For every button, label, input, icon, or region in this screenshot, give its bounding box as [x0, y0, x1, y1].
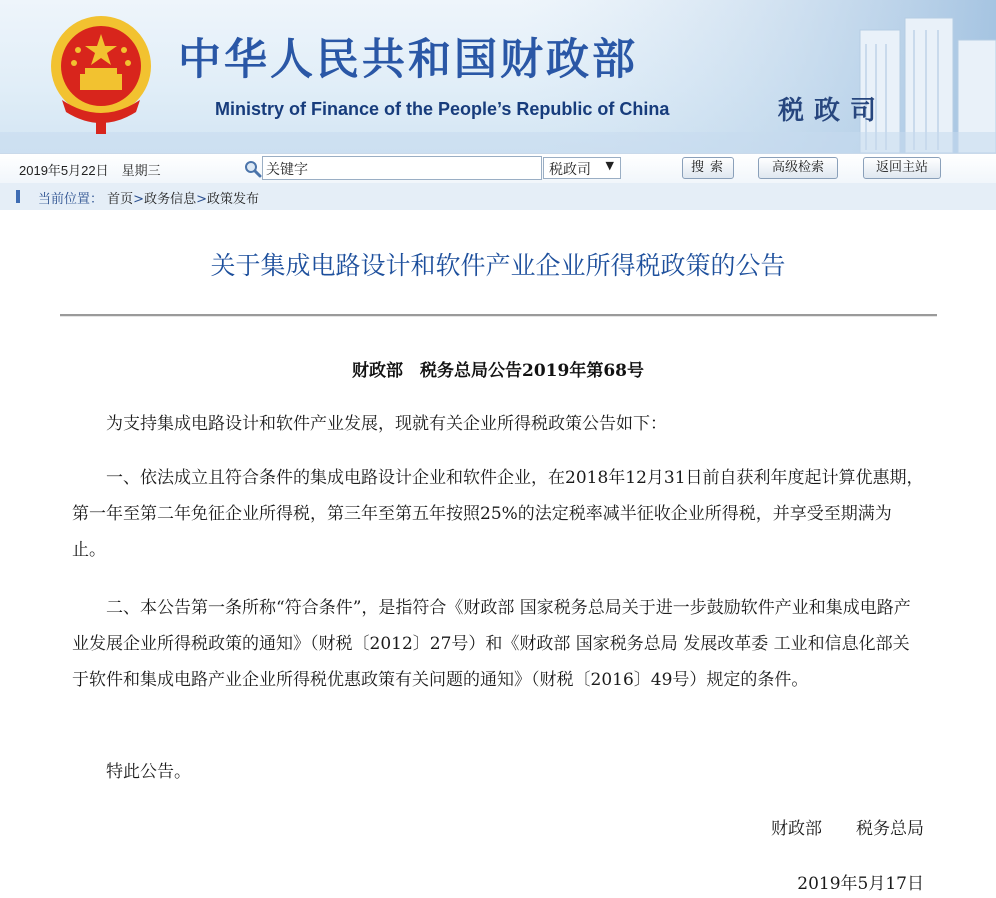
search-scope-select[interactable]	[543, 157, 621, 179]
dropdown-arrow-icon: ▼	[605, 159, 614, 172]
breadcrumb-prefix: 当前位置：	[38, 192, 104, 207]
paragraph-clause-one	[72, 460, 925, 568]
advanced-search-button[interactable]: 高级检索	[758, 157, 838, 179]
breadcrumb-marker-icon	[16, 190, 20, 203]
breadcrumb-separator: >	[196, 192, 207, 207]
breadcrumb-section-link[interactable]: 政务信息	[144, 192, 197, 207]
article-title: 关于集成电路设计和软件产业企业所得税政策的公告	[210, 251, 786, 280]
paragraph-text: 特此公告。	[106, 762, 191, 782]
search-bar	[0, 153, 996, 183]
breadcrumb-separator: >	[133, 192, 145, 207]
document-number: 财政部 税务总局公告2019年第68号	[352, 361, 644, 381]
paragraph-text: 一、依法成立且符合条件的集成电路设计企业和软件企业，在2018年12月31日前自获利年度起计算优惠期，第一年至第二年免征企业所得税，第三年至第五年按照25%的法定税率减半征收企业所得税，并享受至期满为止。	[72, 468, 924, 560]
department-name: 税政司	[778, 96, 887, 126]
search-scope-value: 税政司	[549, 162, 591, 178]
return-home-button[interactable]: 返回主站	[863, 157, 941, 179]
breadcrumb	[0, 183, 996, 210]
site-banner	[0, 0, 996, 153]
search-button[interactable]: 搜索	[682, 157, 734, 179]
paragraph-closing	[72, 754, 925, 790]
signature-organization: 财政部 税务总局	[771, 819, 924, 839]
paragraph-text: 为支持集成电路设计和软件产业发展，现就有关企业所得税政策公告如下：	[106, 414, 667, 434]
search-input[interactable]: 关键字	[262, 156, 542, 180]
signature-date: 2019年5月17日	[797, 874, 924, 894]
paragraph-intro	[72, 406, 925, 442]
search-icon	[244, 160, 262, 178]
breadcrumb-home-link[interactable]: 首页	[107, 192, 134, 207]
national-emblem-icon	[48, 8, 154, 136]
current-date: 2019年5月22日 星期三	[19, 163, 161, 178]
site-title-cn: 中华人民共和国财政部	[178, 35, 638, 85]
site-title-en: Ministry of Finance of the People’s Republic of China	[215, 99, 670, 119]
paragraph-clause-two	[72, 590, 925, 698]
title-divider	[60, 314, 937, 317]
breadcrumb-text	[38, 188, 259, 207]
breadcrumb-page-link[interactable]: 政策发布	[207, 192, 260, 207]
paragraph-text: 二、本公告第一条所称“符合条件”，是指符合《财政部 国家税务总局关于进一步鼓励软件产业和集成电路产业发展企业所得税政策的通知》（财税〔2012〕27号）和《财政部 国家税务总局 发展改革委 工业和信息化部关于软件和集成电路产业企业所得税优惠政策有关问题的通知》（财税〔2016〕49号）规定的条件。	[72, 598, 911, 690]
